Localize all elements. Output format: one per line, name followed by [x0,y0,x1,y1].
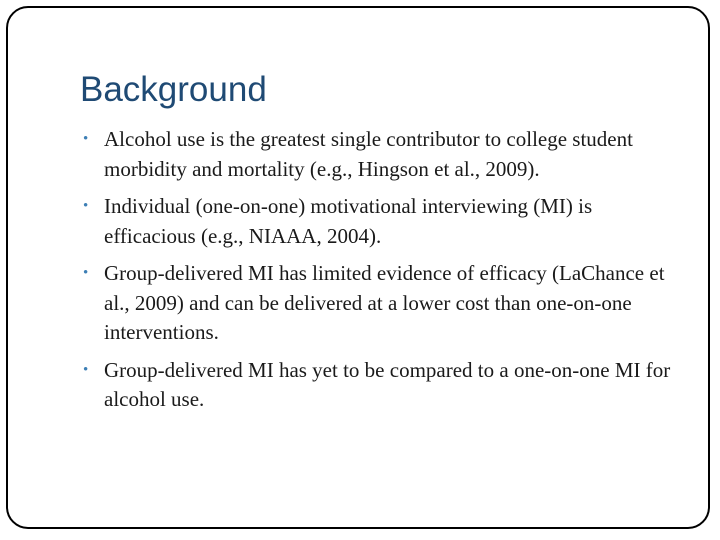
bullet-dot-icon: • [83,131,89,147]
bullet-text: Individual (one-on-one) motivational interviewing (MI) is efficacious (e.g., NIAAA, 2004). [104,194,593,248]
slide [6,6,710,529]
bullet-dot-icon: • [83,361,89,378]
bullet-text: Group-delivered MI has limited evidence of efficacy (LaChance et al., 2009) and can be delivered at a lower cost than one-on-one interventions. [104,261,665,344]
bullet-item [82,356,682,415]
slide-title: Background [80,70,267,109]
bullet-dot-icon: • [83,198,89,214]
bullet-item [82,192,682,251]
bullet-item [82,259,682,348]
bullet-list [82,125,682,423]
bullet-item [82,125,682,184]
bullet-text: Alcohol use is the greatest single contributor to college student morbidity and mortality (e.g., Hingson et al., 2009). [104,127,633,181]
bullet-text: Group-delivered MI has yet to be compared to a one-on-one MI for alcohol use. [104,357,671,411]
bullet-dot-icon: • [83,265,89,281]
